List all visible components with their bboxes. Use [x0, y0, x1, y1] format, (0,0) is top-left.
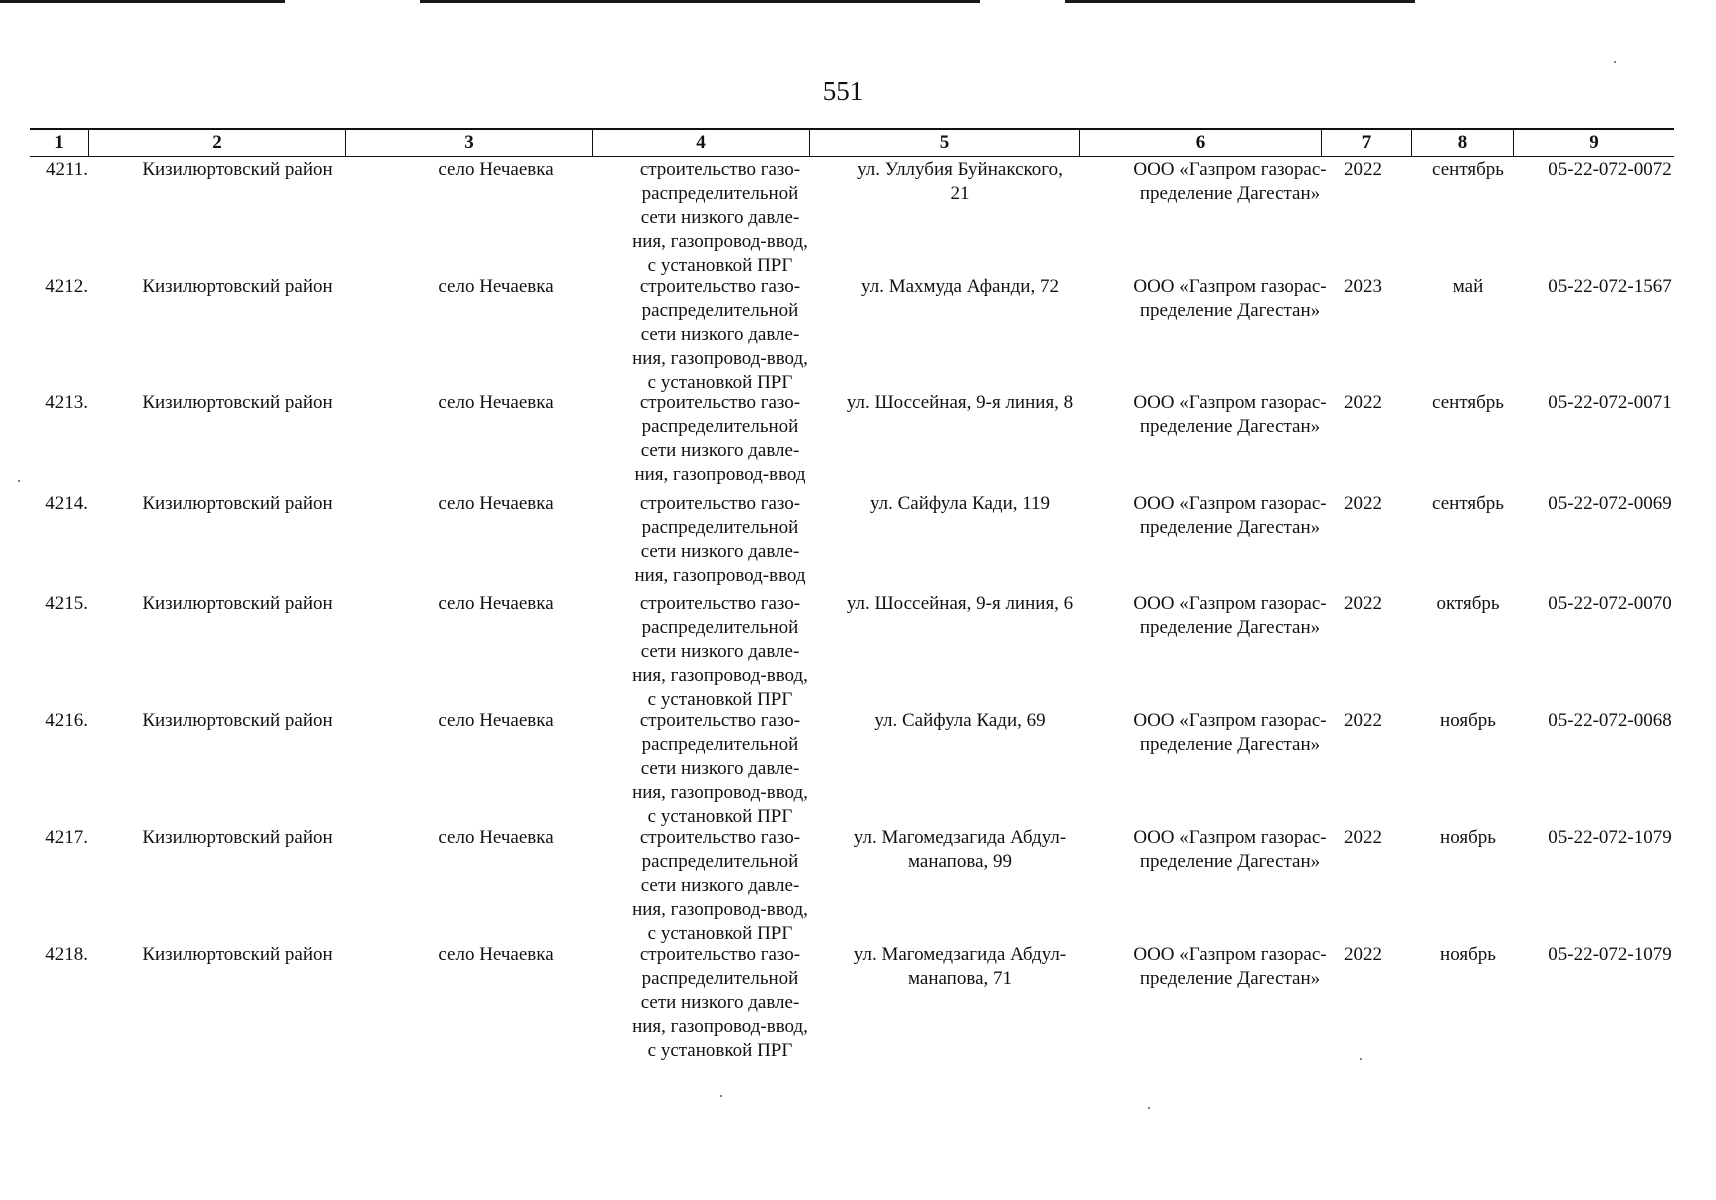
code-cell: 05-22-072-0072 — [1548, 159, 1672, 180]
year-cell: 2022 — [1344, 593, 1382, 614]
address-cell: ул. Сайфула Кади, 69 — [874, 710, 1046, 731]
year-cell: 2023 — [1344, 276, 1382, 297]
work-description-cell: строительство газо- распределительной сети низкого давле- ния, газопровод-ввод, с установкой ПРГ — [632, 827, 808, 944]
month-cell: октябрь — [1436, 593, 1500, 614]
work-description-cell: строительство газо- распределительной сети низкого давле- ния, газопровод-ввод, с установкой ПРГ — [632, 710, 808, 827]
code-cell: 05-22-072-1567 — [1548, 276, 1672, 297]
organization-cell: ООО «Газпром газорас- пределение Дагестан» — [1133, 276, 1327, 321]
year-cell: 2022 — [1344, 827, 1382, 848]
row-number: 4211. — [45, 159, 88, 180]
header-col-2: 2 — [88, 130, 345, 156]
address-cell: ул. Сайфула Кади, 119 — [869, 493, 1051, 514]
header-col-8: 8 — [1411, 130, 1513, 156]
month-cell: сентябрь — [1432, 493, 1504, 514]
district-cell: Кизилюртовский район — [142, 710, 333, 731]
header-col-5: 5 — [809, 130, 1079, 156]
address-cell: ул. Магомедзагида Абдул- манапова, 71 — [853, 944, 1067, 989]
work-description-cell: строительство газо- распределительной сети низкого давле- ния, газопровод-ввод — [634, 493, 806, 586]
organization-cell: ООО «Газпром газорас- пределение Дагестан» — [1133, 593, 1327, 638]
address-cell: ул. Уллубия Буйнакского, 21 — [857, 159, 1063, 204]
month-cell: сентябрь — [1432, 392, 1504, 413]
header-col-1: 1 — [54, 132, 64, 153]
organization-cell: ООО «Газпром газорас- пределение Дагестан» — [1133, 827, 1327, 872]
work-description-cell: строительство газо- распределительной сети низкого давле- ния, газопровод-ввод, с установкой ПРГ — [632, 276, 808, 393]
year-cell: 2022 — [1344, 392, 1382, 413]
table-row — [30, 943, 1674, 1061]
row-number: 4212. — [45, 276, 88, 297]
locality-cell: село Нечаевка — [438, 392, 554, 413]
row-number: 4215. — [45, 593, 88, 614]
year-cell: 2022 — [1344, 493, 1382, 514]
organization-cell: ООО «Газпром газорас- пределение Дагестан» — [1133, 944, 1327, 989]
work-description-cell: строительство газо- распределительной сети низкого давле- ния, газопровод-ввод — [634, 392, 806, 485]
month-cell: сентябрь — [1432, 159, 1504, 180]
locality-cell: село Нечаевка — [438, 944, 554, 965]
code-cell: 05-22-072-1079 — [1548, 944, 1672, 965]
page-number: 551 — [822, 76, 864, 106]
year-cell: 2022 — [1344, 944, 1382, 965]
district-cell: Кизилюртовский район — [142, 593, 333, 614]
code-cell: 05-22-072-1079 — [1548, 827, 1672, 848]
row-number: 4214. — [45, 493, 88, 514]
code-cell: 05-22-072-0069 — [1548, 493, 1672, 514]
organization-cell: ООО «Газпром газорас- пределение Дагестан» — [1133, 710, 1327, 755]
table-row — [30, 275, 1674, 393]
header-col-4: 4 — [592, 130, 809, 156]
organization-cell: ООО «Газпром газорас- пределение Дагестан» — [1133, 493, 1327, 538]
organization-cell: ООО «Газпром газорас- пределение Дагестан» — [1133, 392, 1327, 437]
district-cell: Кизилюртовский район — [142, 159, 333, 180]
district-cell: Кизилюртовский район — [142, 276, 333, 297]
row-number: 4216. — [45, 710, 88, 731]
locality-cell: село Нечаевка — [438, 710, 554, 731]
code-cell: 05-22-072-0070 — [1548, 593, 1672, 614]
district-cell: Кизилюртовский район — [142, 827, 333, 848]
scan-edge-right — [1065, 0, 1415, 3]
scan-speck — [18, 480, 20, 482]
district-cell: Кизилюртовский район — [142, 944, 333, 965]
header-col-9: 9 — [1513, 130, 1674, 156]
header-col-6: 6 — [1079, 130, 1321, 156]
month-cell: ноябрь — [1440, 710, 1496, 731]
district-cell: Кизилюртовский район — [142, 493, 333, 514]
row-number: 4213. — [45, 392, 88, 413]
locality-cell: село Нечаевка — [438, 493, 554, 514]
row-number: 4218. — [45, 944, 88, 965]
address-cell: ул. Махмуда Афанди, 72 — [861, 276, 1059, 297]
month-cell: май — [1452, 276, 1484, 297]
scan-speck — [1614, 61, 1616, 63]
work-description-cell: строительство газо- распределительной сети низкого давле- ния, газопровод-ввод, с установкой ПРГ — [632, 944, 808, 1061]
work-description-cell: строительство газо- распределительной сети низкого давле- ния, газопровод-ввод, с установкой ПРГ — [632, 593, 808, 710]
month-cell: ноябрь — [1440, 827, 1496, 848]
header-col-3: 3 — [345, 130, 592, 156]
scan-speck — [1148, 1107, 1150, 1109]
year-cell: 2022 — [1344, 710, 1382, 731]
locality-cell: село Нечаевка — [438, 593, 554, 614]
scan-edge-center — [420, 0, 980, 3]
address-cell: ул. Магомедзагида Абдул- манапова, 99 — [853, 827, 1067, 872]
locality-cell: село Нечаевка — [438, 159, 554, 180]
month-cell: ноябрь — [1440, 944, 1496, 965]
scan-edge-left — [0, 0, 285, 3]
table-header — [30, 128, 1674, 157]
row-number: 4217. — [45, 827, 88, 848]
address-cell: ул. Шоссейная, 9-я линия, 6 — [846, 593, 1074, 614]
table-row — [30, 709, 1674, 827]
year-cell: 2022 — [1344, 159, 1382, 180]
table-row — [30, 592, 1674, 710]
scan-speck — [1360, 1058, 1362, 1060]
address-cell: ул. Шоссейная, 9-я линия, 8 — [846, 392, 1074, 413]
code-cell: 05-22-072-0068 — [1548, 710, 1672, 731]
code-cell: 05-22-072-0071 — [1548, 392, 1672, 413]
scan-speck — [720, 1095, 722, 1097]
locality-cell: село Нечаевка — [438, 276, 554, 297]
table-row — [30, 826, 1674, 944]
work-description-cell: строительство газо- распределительной сети низкого давле- ния, газопровод-ввод, с установкой ПРГ — [632, 159, 808, 276]
organization-cell: ООО «Газпром газорас- пределение Дагестан» — [1133, 159, 1327, 204]
header-col-7: 7 — [1321, 130, 1411, 156]
table-row — [30, 158, 1674, 276]
locality-cell: село Нечаевка — [438, 827, 554, 848]
district-cell: Кизилюртовский район — [142, 392, 333, 413]
